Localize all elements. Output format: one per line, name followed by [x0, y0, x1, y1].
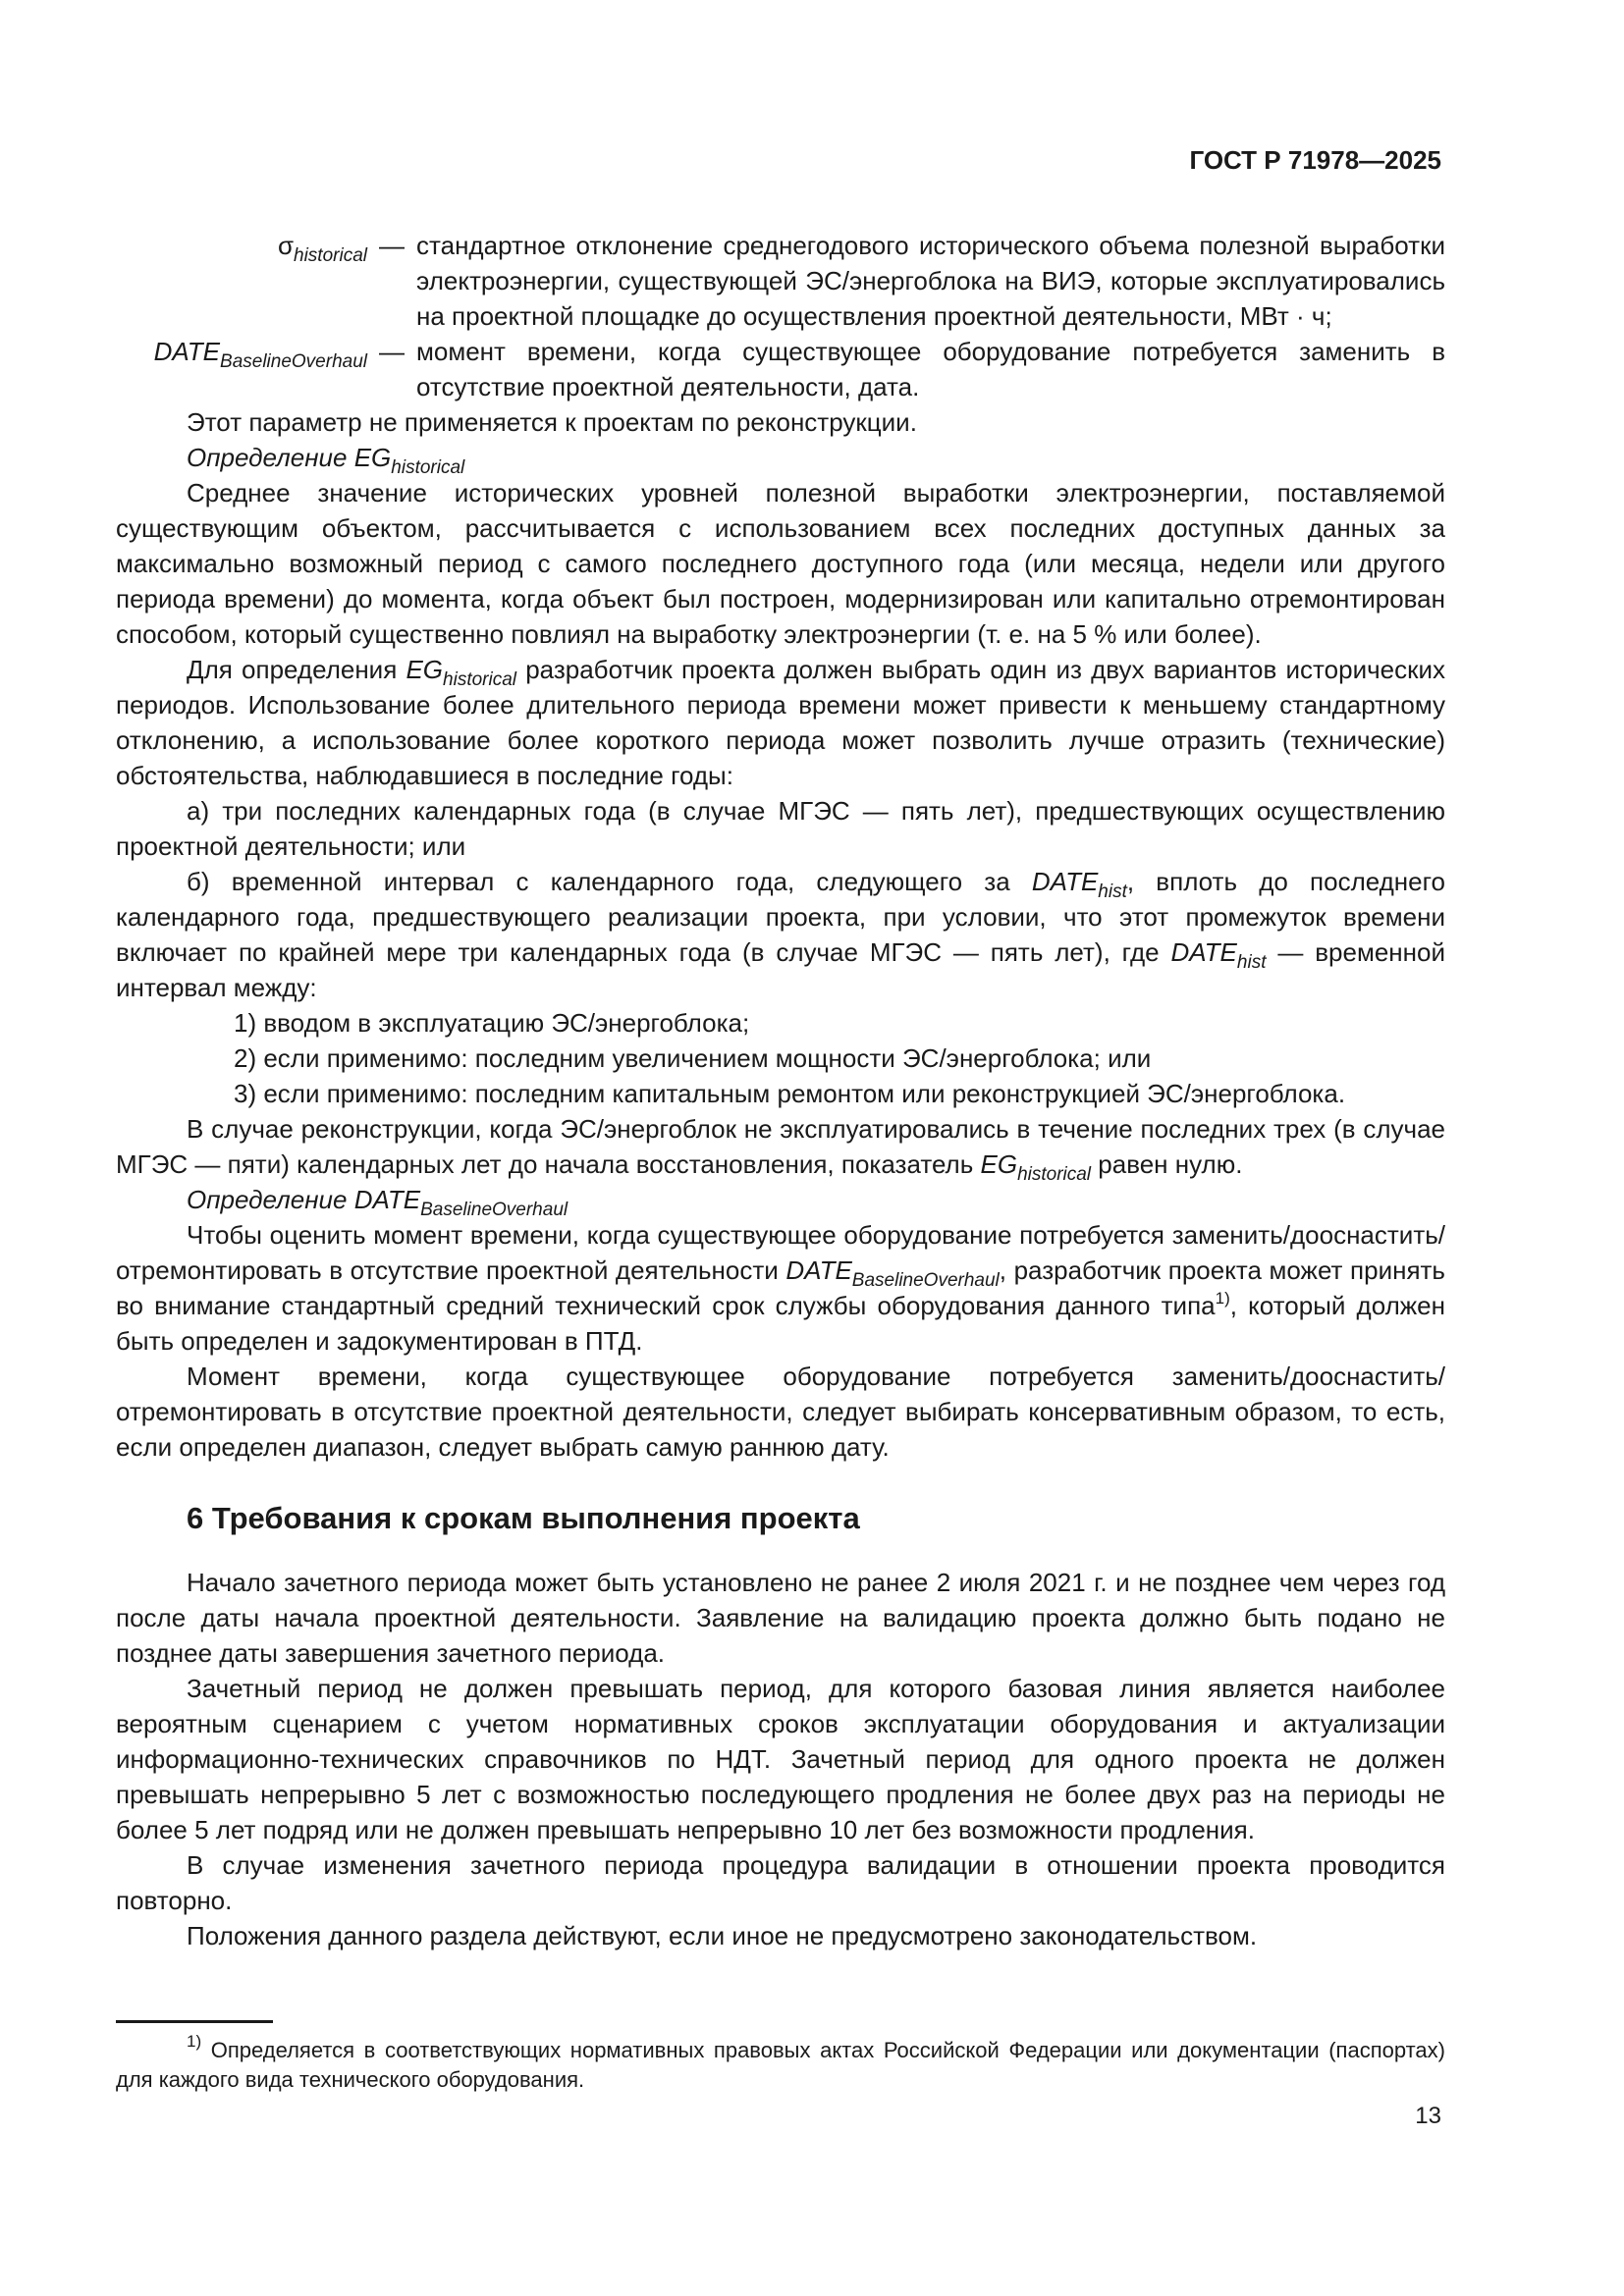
paragraph: Зачетный период не должен превышать период, для которого базовая линия является наиболее вероятным сценарием с учетом нормативных сроков эксплуатации оборудования и актуализации информационно-технических справочников по НДТ. Зачетный период для одного проекта не должен превышать непрерывно 5 лет с возможностью последующего продления не более двух раз на периоды не более 5 лет подряд или не должен превышать непрерывно 10 лет без возможности продления. — [116, 1674, 1445, 1844]
section-heading: 6 Требования к срокам выполнения проекта — [187, 1501, 860, 1535]
page-number: 13 — [1415, 2103, 1441, 2129]
paragraph: В случае реконструкции, когда ЭС/энергоблок не эксплуатировались в течение последних трех (в случае МГЭС — пяти) календарных лет до начала восстановления, показатель $EG_{historical}$ равен нулю. — [116, 1114, 1445, 1185]
definition-text: момент времени, когда существующее оборудование потребуется заменить в отсутствие проектной деятельности, дата. — [416, 337, 1445, 401]
eg-definition-label: Определение $EG_{historical}$ — [187, 443, 465, 478]
definition-date-baseline: $DATE_{BaselineOverhaul}$ — момент времени, когда существующее оборудование потребуется заменить в отсутствие проектной деятельности, дата. — [116, 334, 1445, 404]
sub-list-item: 2) если применимо: последним увеличением мощности ЭС/энергоблока; или — [234, 1043, 1152, 1073]
paragraph: Для определения $EG_{historical}$ разработчик проекта должен выбрать один из двух вариантов исторических периодов. Использование более длительного периода времени может привести к меньшему стандартному отклонению, а использование более короткого периода может позволить лучше отразить (технические) обстоятельства, наблюдавшиеся в последние годы: — [116, 655, 1445, 790]
standard-code: ГОСТ Р 71978—2025 — [1189, 145, 1441, 175]
definition-symbol: $\sigma_{historical}$ — [277, 231, 367, 266]
sub-list-item: 3) если применимо: последним капитальным ремонтом или реконструкцией ЭС/энергоблока. — [234, 1079, 1346, 1108]
paragraph: Чтобы оценить момент времени, когда существующее оборудование потребуется заменить/дооснастить/отремонтировать в отсутствие проектной деятельности $DATE_{BaselineOverhaul}$, разработчик проекта может принять во внимание стандартный средний технический срок службы оборудования данного типа$^{1)}$, который должен быть определен и задокументирован в ПТД. — [116, 1220, 1445, 1356]
definition-symbol: $DATE_{BaselineOverhaul}$ — [153, 337, 367, 372]
paragraph: В случае изменения зачетного периода процедура валидации в отношении проекта проводится повторно. — [116, 1850, 1445, 1915]
date-definition-label: Определение $DATE_{BaselineOverhaul}$ — [187, 1185, 568, 1220]
footnote: $^{1)}$ Определяется в соответствующих нормативных правовых актах Российской Федерации или документации (паспортах) для каждого вида технического оборудования. — [116, 2032, 1445, 2092]
paragraph: Среднее значение исторических уровней полезной выработки электроэнергии, поставляемой существующим объектом, рассчитывается с использованием всех последних доступных данных за максимально возможный период с самого последнего доступного года (или месяца, недели или другого периода времени) до момента, когда объект был построен, модернизирован или капитально отремонтирован способом, который существенно повлиял на выработку электроэнергии (т. е. на 5 % или более). — [116, 478, 1445, 649]
paragraph: Положения данного раздела действуют, если иное не предусмотрено законодательством. — [187, 1921, 1258, 1950]
paragraph: Момент времени, когда существующее оборудование потребуется заменить/дооснастить/отремонтировать в отсутствие проектной деятельности, следует выбирать консервативным образом, то есть, если определен диапазон, следует выбрать самую раннюю дату. — [116, 1362, 1445, 1462]
definition-sigma: $\sigma_{historical}$ — стандартное отклонение среднегодового исторического объема полезной выработки электроэнергии, существующей ЭС/энергоблока на ВИЭ, которые эксплуатировались на проектной площадке до осуществления проектной деятельности, МВт · ч; — [116, 228, 1445, 334]
footnote-reference[interactable]: 1) — [1215, 1289, 1230, 1308]
paragraph: Начало зачетного периода может быть установлено не ранее 2 июля 2021 г. и не позднее чем через год после даты начала проектной деятельности. Заявление на валидацию проекта должно быть подано не позднее даты завершения зачетного периода. — [116, 1568, 1445, 1668]
paragraph: Этот параметр не применяется к проектам по реконструкции. — [187, 407, 917, 437]
definition-text: стандартное отклонение среднегодового исторического объема полезной выработки электроэнергии, существующей ЭС/энергоблока на ВИЭ, которые эксплуатировались на проектной площадке до осуществления проектной деятельности, МВт · ч; — [416, 231, 1445, 331]
list-item: б) временной интервал с календарного года, следующего за $DATE_{hist}$, вплоть до последнего календарного года, предшествующего реализации проекта, при условии, что этот промежуток времени включает по крайней мере три календарных года (в случае МГЭС — пять лет), где $DATE_{hist}$ — временной интервал между: — [116, 867, 1445, 1002]
footnote-separator — [116, 2020, 273, 2023]
list-item: а) три последних календарных года (в случае МГЭС — пять лет), предшествующих осуществлению проектной деятельности; или — [116, 796, 1445, 861]
sub-list-item: 1) вводом в эксплуатацию ЭС/энергоблока; — [234, 1008, 750, 1038]
page-content — [116, 228, 1445, 1953]
